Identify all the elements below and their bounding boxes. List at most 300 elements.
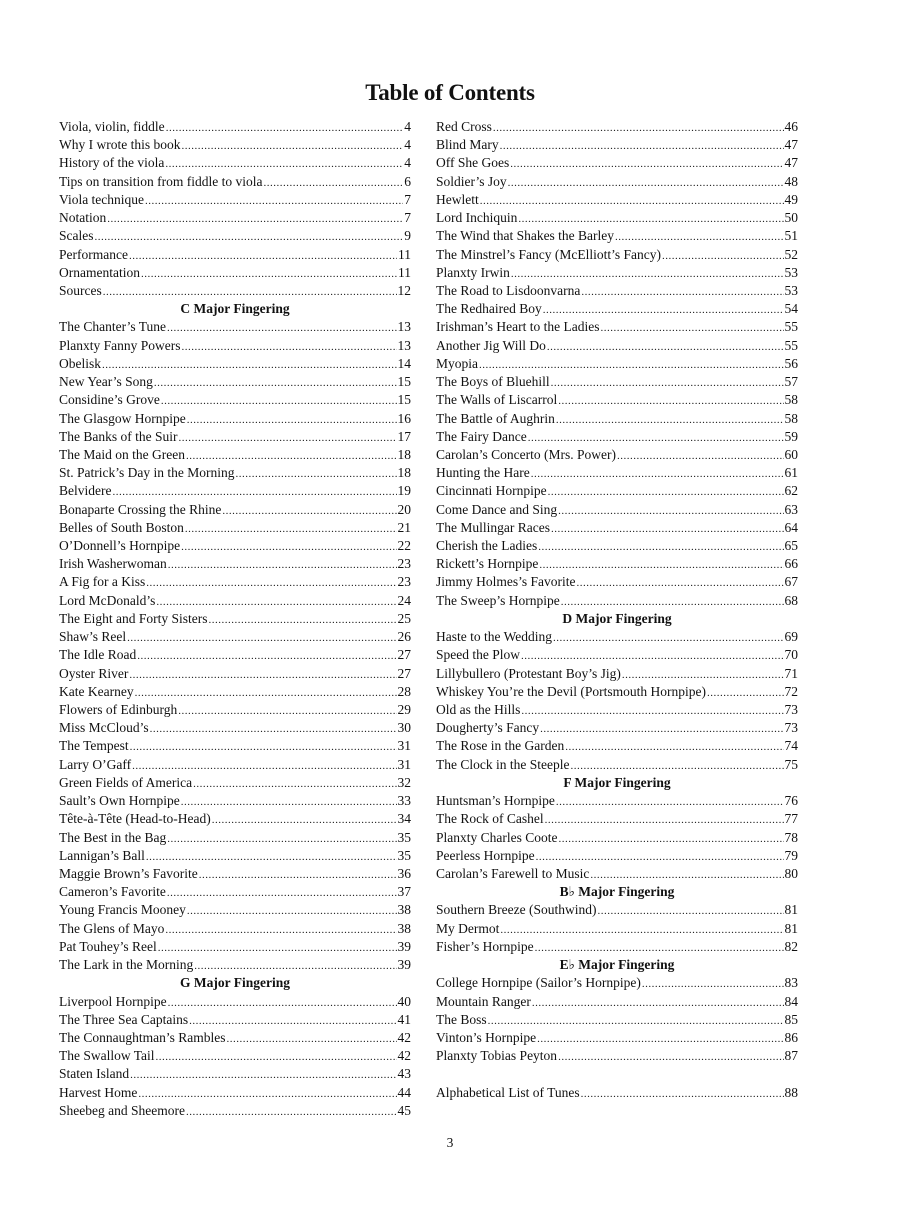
toc-entry[interactable] <box>436 592 798 610</box>
entry-title: The Road to Lisdoonvarna <box>436 282 581 298</box>
dot-leader <box>535 939 784 956</box>
page-number: 3 <box>446 1135 454 1150</box>
dot-leader <box>181 793 397 810</box>
toc-entry[interactable] <box>59 1029 411 1047</box>
entry-page-number: 47 <box>784 137 798 153</box>
toc-entry[interactable] <box>59 209 411 227</box>
toc-entry[interactable] <box>436 1011 798 1029</box>
entry-title: Planxty Tobias Peyton <box>436 1048 558 1064</box>
entry-title: Carolan’s Concerto (Mrs. Power) <box>436 446 616 462</box>
toc-entry[interactable] <box>436 337 798 355</box>
entry-page-number: 52 <box>784 246 798 262</box>
toc-entry[interactable] <box>436 938 798 956</box>
dot-leader <box>597 902 783 919</box>
toc-entry[interactable] <box>59 883 411 901</box>
entry-page-number: 88 <box>784 1084 798 1100</box>
entry-title: Lord Inchiquin <box>436 210 518 226</box>
toc-entry[interactable] <box>59 901 411 919</box>
entry-title: Belvidere <box>59 483 112 499</box>
entry-title: The Walls of Liscarrol <box>436 392 558 408</box>
toc-entry[interactable] <box>436 191 798 209</box>
dot-leader <box>581 283 783 300</box>
dot-leader <box>168 994 397 1011</box>
entry-page-number: 35 <box>397 847 411 863</box>
toc-entry[interactable] <box>59 829 411 847</box>
dot-leader <box>187 411 397 428</box>
entry-title: The Boss <box>436 1011 487 1027</box>
entry-title: Vinton’s Hornpipe <box>436 1029 537 1045</box>
entry-page-number: 23 <box>397 556 411 572</box>
dot-leader <box>508 174 784 191</box>
entry-title: Planxty Fanny Powers <box>59 337 181 353</box>
dot-leader <box>570 757 783 774</box>
entry-page-number: 42 <box>397 1029 411 1045</box>
toc-entry[interactable] <box>59 318 411 336</box>
entry-title: The Glasgow Hornpipe <box>59 410 186 426</box>
section-heading: F Major Fingering <box>563 774 671 790</box>
entry-title: The Three Sea Captains <box>59 1011 189 1027</box>
entry-page-number: 81 <box>784 920 798 936</box>
toc-entry[interactable] <box>59 737 411 755</box>
entry-title: The Connaughtman’s Rambles <box>59 1029 226 1045</box>
entry-title: Southern Breeze (Southwind) <box>436 902 597 918</box>
dot-leader <box>154 374 397 391</box>
entry-page-number: 7 <box>404 191 411 207</box>
entry-page-number: 83 <box>784 975 798 991</box>
dot-leader <box>150 720 397 737</box>
toc-entry[interactable] <box>436 519 798 537</box>
toc-entry[interactable] <box>436 792 798 810</box>
toc-entry[interactable] <box>436 920 798 938</box>
toc-entry[interactable] <box>436 227 798 245</box>
toc-entry[interactable] <box>59 683 411 701</box>
dot-leader <box>558 502 783 519</box>
toc-entry[interactable] <box>436 1084 798 1102</box>
dot-leader <box>156 593 396 610</box>
dot-leader <box>581 1085 784 1102</box>
entry-title: Dougherty’s Fancy <box>436 720 540 736</box>
dot-leader <box>565 738 783 755</box>
toc-entry[interactable] <box>436 1047 798 1065</box>
entry-title: Considine’s Grove <box>59 392 160 408</box>
dot-leader <box>137 647 396 664</box>
toc-entry[interactable] <box>59 993 411 1011</box>
entry-title: Irishman’s Heart to the Ladies <box>436 319 600 335</box>
entry-page-number: 75 <box>784 756 798 772</box>
entry-title: New Year’s Song <box>59 374 153 390</box>
entry-title: The Glens of Mayo <box>59 920 165 936</box>
entry-title: Ornamentation <box>59 264 140 280</box>
entry-title: Viola, violin, fiddle <box>59 119 165 134</box>
dot-leader <box>186 447 397 464</box>
entry-page-number: 64 <box>784 519 798 535</box>
toc-entry[interactable] <box>59 410 411 428</box>
toc-entry[interactable] <box>436 646 798 664</box>
dot-leader <box>532 994 784 1011</box>
dot-leader <box>146 574 396 591</box>
entry-page-number: 61 <box>784 465 798 481</box>
entry-title: The Wind that Shakes the Barley <box>436 228 615 244</box>
toc-entry[interactable] <box>59 865 411 883</box>
toc-entry[interactable] <box>436 391 798 409</box>
dot-leader <box>182 338 397 355</box>
entry-page-number: 46 <box>784 119 798 134</box>
entry-page-number: 27 <box>397 647 411 663</box>
dot-leader <box>561 593 784 610</box>
toc-entry[interactable] <box>59 1011 411 1029</box>
dot-leader <box>236 465 397 482</box>
toc-entry[interactable] <box>59 154 411 172</box>
toc-entry[interactable] <box>59 938 411 956</box>
entry-title: The Idle Road <box>59 647 137 663</box>
entry-page-number: 70 <box>784 647 798 663</box>
entry-title: Blind Mary <box>436 137 499 153</box>
entry-page-number: 81 <box>784 902 798 918</box>
dot-leader <box>167 830 396 847</box>
entry-title: Soldier’s Joy <box>436 173 507 189</box>
toc-entry[interactable] <box>436 737 798 755</box>
toc-entry[interactable] <box>436 665 798 683</box>
toc-entry[interactable] <box>436 829 798 847</box>
entry-title: Obelisk <box>59 355 101 371</box>
dot-leader <box>662 247 784 264</box>
dot-leader <box>146 848 397 865</box>
dot-leader <box>145 192 403 209</box>
dot-leader <box>518 210 783 227</box>
entry-page-number: 60 <box>784 446 798 462</box>
toc-entry[interactable] <box>59 118 411 136</box>
toc-entry[interactable] <box>436 318 798 336</box>
entry-page-number: 58 <box>784 410 798 426</box>
entry-title: Liverpool Hornpipe <box>59 993 167 1009</box>
entry-page-number: 18 <box>397 465 411 481</box>
entry-title: Oyster River <box>59 665 129 681</box>
dot-leader <box>185 520 397 537</box>
entry-title: Alphabetical List of Tunes <box>436 1084 580 1100</box>
entry-title: Old as the Hills <box>436 702 521 717</box>
entry-page-number: 73 <box>784 720 798 736</box>
dot-leader <box>107 210 403 227</box>
entry-title: The Swallow Tail <box>59 1048 155 1064</box>
toc-entry[interactable] <box>436 246 798 264</box>
toc-entry[interactable] <box>436 1029 798 1047</box>
dot-leader <box>510 155 783 172</box>
entry-page-number: 76 <box>784 793 798 809</box>
toc-entry[interactable] <box>59 373 411 391</box>
toc-entry[interactable] <box>59 628 411 646</box>
toc-entry[interactable] <box>436 373 798 391</box>
entry-page-number: 50 <box>784 210 798 226</box>
toc-entry[interactable] <box>436 719 798 737</box>
toc-entry[interactable] <box>436 446 798 464</box>
dot-leader <box>551 374 784 391</box>
toc-entry[interactable] <box>59 391 411 409</box>
entry-page-number: 80 <box>784 865 798 881</box>
dot-leader <box>165 155 403 172</box>
toc-entry[interactable] <box>59 665 411 683</box>
toc-entry[interactable] <box>436 537 798 555</box>
entry-page-number: 27 <box>397 665 411 681</box>
entry-page-number: 21 <box>397 519 411 535</box>
spacer <box>436 1065 798 1083</box>
dot-leader <box>559 830 784 847</box>
entry-page-number: 28 <box>397 683 411 699</box>
toc-entry[interactable] <box>59 428 411 446</box>
entry-page-number: 30 <box>397 720 411 736</box>
entry-title: Kate Kearney <box>59 683 134 699</box>
entry-title: Tête-à-Tête (Head-to-Head) <box>59 811 211 827</box>
entry-page-number: 44 <box>397 1084 411 1100</box>
toc-entry[interactable] <box>436 901 798 919</box>
entry-title: Tips on transition from fiddle to viola <box>59 173 263 189</box>
entry-page-number: 20 <box>397 501 411 517</box>
toc-entry[interactable] <box>59 810 411 828</box>
toc-entry[interactable] <box>436 482 798 500</box>
entry-title: Shaw’s Reel <box>59 629 127 645</box>
entry-page-number: 32 <box>397 774 411 790</box>
dot-leader <box>222 502 396 519</box>
entry-title: The Eight and Forty Sisters <box>59 610 208 626</box>
dot-leader <box>577 574 784 591</box>
toc-entry[interactable] <box>436 501 798 519</box>
entry-title: The Clock in the Steeple <box>436 756 570 772</box>
toc-entry[interactable] <box>59 719 411 737</box>
dot-leader <box>547 338 784 355</box>
entry-page-number: 78 <box>784 829 798 845</box>
section-heading: E♭ Major Fingering <box>559 957 675 973</box>
toc-entry[interactable] <box>436 847 798 865</box>
toc-entry[interactable] <box>59 246 411 264</box>
entry-title: Peerless Hornpipe <box>436 847 535 863</box>
dot-leader <box>488 1012 784 1029</box>
entry-title: Notation <box>59 210 107 226</box>
dot-leader <box>521 702 783 719</box>
toc-entry[interactable] <box>59 264 411 282</box>
entry-page-number: 38 <box>397 920 411 936</box>
toc-entry[interactable] <box>59 847 411 865</box>
entry-page-number: 36 <box>397 865 411 881</box>
entry-page-number: 66 <box>784 556 798 572</box>
dot-leader <box>617 447 784 464</box>
dot-leader <box>167 884 397 901</box>
toc-entry[interactable] <box>59 355 411 373</box>
entry-page-number: 85 <box>784 1011 798 1027</box>
toc-entry[interactable] <box>59 592 411 610</box>
entry-page-number: 19 <box>397 483 411 499</box>
section-heading: G Major Fingering <box>180 975 290 991</box>
toc-entry[interactable] <box>59 136 411 154</box>
dot-leader <box>161 392 397 409</box>
dot-leader <box>130 738 397 755</box>
entry-page-number: 38 <box>397 902 411 918</box>
dot-leader <box>189 1012 396 1029</box>
toc-entry[interactable] <box>436 264 798 282</box>
toc-entry[interactable] <box>436 428 798 446</box>
toc-entry[interactable] <box>59 173 411 191</box>
entry-page-number: 15 <box>397 392 411 408</box>
entry-page-number: 56 <box>784 355 798 371</box>
dot-leader <box>543 301 784 318</box>
dot-leader <box>536 848 784 865</box>
entry-title: Off She Goes <box>436 155 510 171</box>
toc-entry[interactable] <box>436 464 798 482</box>
entry-page-number: 87 <box>784 1048 798 1064</box>
toc-entry[interactable] <box>436 701 798 719</box>
toc-entry[interactable] <box>59 482 411 500</box>
dot-leader <box>187 902 397 919</box>
toc-entry[interactable] <box>59 701 411 719</box>
entry-page-number: 12 <box>397 282 411 298</box>
entry-page-number: 47 <box>784 155 798 171</box>
dot-leader <box>500 137 784 154</box>
toc-entry[interactable] <box>436 974 798 992</box>
entry-page-number: 34 <box>397 811 411 827</box>
entry-title: Come Dance and Sing <box>436 501 558 517</box>
toc-entry[interactable] <box>436 300 798 318</box>
toc-entry[interactable] <box>436 810 798 828</box>
dot-leader <box>551 520 784 537</box>
entry-page-number: 4 <box>404 137 411 153</box>
toc-entry[interactable] <box>59 501 411 519</box>
entry-page-number: 11 <box>398 246 411 262</box>
toc-entry[interactable] <box>436 282 798 300</box>
dot-leader <box>553 629 783 646</box>
toc-entry[interactable] <box>59 1102 411 1120</box>
entry-title: Sheebeg and Sheemore <box>59 1102 185 1118</box>
toc-entry[interactable] <box>436 573 798 591</box>
toc-entry[interactable] <box>436 993 798 1011</box>
toc-entry[interactable] <box>59 227 411 245</box>
toc-entry[interactable] <box>59 282 411 300</box>
toc-entry[interactable] <box>436 118 798 136</box>
toc-entry[interactable] <box>59 956 411 974</box>
toc-entry[interactable] <box>59 446 411 464</box>
entry-page-number: 86 <box>784 1029 798 1045</box>
entry-title: Hunting the Hare <box>436 465 530 481</box>
dot-leader <box>130 1066 396 1083</box>
toc-entry[interactable] <box>59 1065 411 1083</box>
section-heading: C Major Fingering <box>180 301 290 317</box>
toc-entry[interactable] <box>59 756 411 774</box>
dot-leader <box>531 465 784 482</box>
toc-entry[interactable] <box>436 756 798 774</box>
toc-entry[interactable] <box>436 683 798 701</box>
toc-entry[interactable] <box>436 555 798 573</box>
dot-leader <box>556 411 784 428</box>
entry-title: College Hornpipe (Sailor’s Hornpipe) <box>436 975 641 991</box>
dot-leader <box>622 666 784 683</box>
dot-leader <box>511 265 784 282</box>
toc-entry[interactable] <box>59 1047 411 1065</box>
entry-page-number: 7 <box>404 210 411 226</box>
toc-entry[interactable] <box>59 573 411 591</box>
toc-column-left <box>59 118 411 1120</box>
dot-leader <box>102 356 397 373</box>
entry-page-number: 23 <box>397 574 411 590</box>
entry-page-number: 48 <box>784 173 798 189</box>
dot-leader <box>538 538 783 555</box>
toc-entry[interactable] <box>436 410 798 428</box>
entry-page-number: 25 <box>397 610 411 626</box>
entry-title: The Best in the Bag <box>59 829 167 845</box>
entry-title: Young Francis Mooney <box>59 902 186 918</box>
entry-page-number: 31 <box>397 738 411 754</box>
entry-page-number: 6 <box>404 173 411 189</box>
toc-entry[interactable] <box>59 774 411 792</box>
entry-title: The Tempest <box>59 738 129 754</box>
entry-title: My Dermot <box>436 920 500 936</box>
entry-title: The Fairy Dance <box>436 428 527 444</box>
dot-leader <box>537 1030 783 1047</box>
dot-leader <box>129 247 397 264</box>
toc-entry[interactable] <box>59 464 411 482</box>
entry-page-number: 16 <box>397 410 411 426</box>
entry-title: The Banks of the Suir <box>59 428 178 444</box>
dot-leader <box>138 1085 396 1102</box>
entry-title: Planxty Charles Coote <box>436 829 558 845</box>
entry-title: The Mullingar Races <box>436 519 550 535</box>
toc-entry[interactable] <box>436 209 798 227</box>
entry-page-number: 58 <box>784 392 798 408</box>
dot-leader <box>539 556 783 573</box>
entry-title: Lillybullero (Protestant Boy’s Jig) <box>436 665 621 681</box>
toc-entry[interactable] <box>436 154 798 172</box>
toc-entry[interactable] <box>59 1084 411 1102</box>
toc-entry[interactable] <box>59 519 411 537</box>
entry-title: St. Patrick’s Day in the Morning <box>59 465 235 481</box>
dot-leader <box>186 1103 397 1120</box>
entry-page-number: 4 <box>404 155 411 171</box>
toc-entry[interactable] <box>59 646 411 664</box>
dot-leader <box>127 629 396 646</box>
entry-title: Cherish the Ladies <box>436 538 538 554</box>
dot-leader <box>95 228 404 245</box>
toc-entry[interactable] <box>59 337 411 355</box>
entry-title: Cameron’s Favorite <box>59 884 166 900</box>
entry-title: Rickett’s Hornpipe <box>436 556 539 572</box>
dot-leader <box>264 174 404 191</box>
entry-page-number: 41 <box>397 1011 411 1027</box>
toc-entry[interactable] <box>59 610 411 628</box>
entry-page-number: 29 <box>397 702 411 717</box>
entry-title: Lannigan’s Ball <box>59 847 145 863</box>
toc-entry[interactable] <box>59 555 411 573</box>
entry-page-number: 42 <box>397 1048 411 1064</box>
dot-leader <box>480 192 784 209</box>
dot-leader <box>135 684 397 701</box>
toc-entry[interactable] <box>436 136 798 154</box>
dot-leader <box>226 1030 396 1047</box>
toc-entry[interactable] <box>59 537 411 555</box>
dot-leader <box>166 119 404 136</box>
toc-entry[interactable] <box>59 920 411 938</box>
entry-title: Another Jig Will Do <box>436 337 546 353</box>
entry-title: Sources <box>59 282 102 298</box>
entry-title: Belles of South Boston <box>59 519 184 535</box>
entry-title: The Boys of Bluehill <box>436 374 550 390</box>
toc-entry[interactable] <box>436 865 798 883</box>
entry-page-number: 69 <box>784 629 798 645</box>
toc-entry[interactable] <box>59 792 411 810</box>
entry-title: Viola technique <box>59 191 145 207</box>
toc-entry[interactable] <box>59 191 411 209</box>
toc-entry[interactable] <box>436 355 798 373</box>
entry-page-number: 13 <box>397 319 411 335</box>
toc-entry[interactable] <box>436 173 798 191</box>
toc-entry[interactable] <box>436 628 798 646</box>
dot-leader <box>556 793 784 810</box>
entry-page-number: 74 <box>784 738 798 754</box>
